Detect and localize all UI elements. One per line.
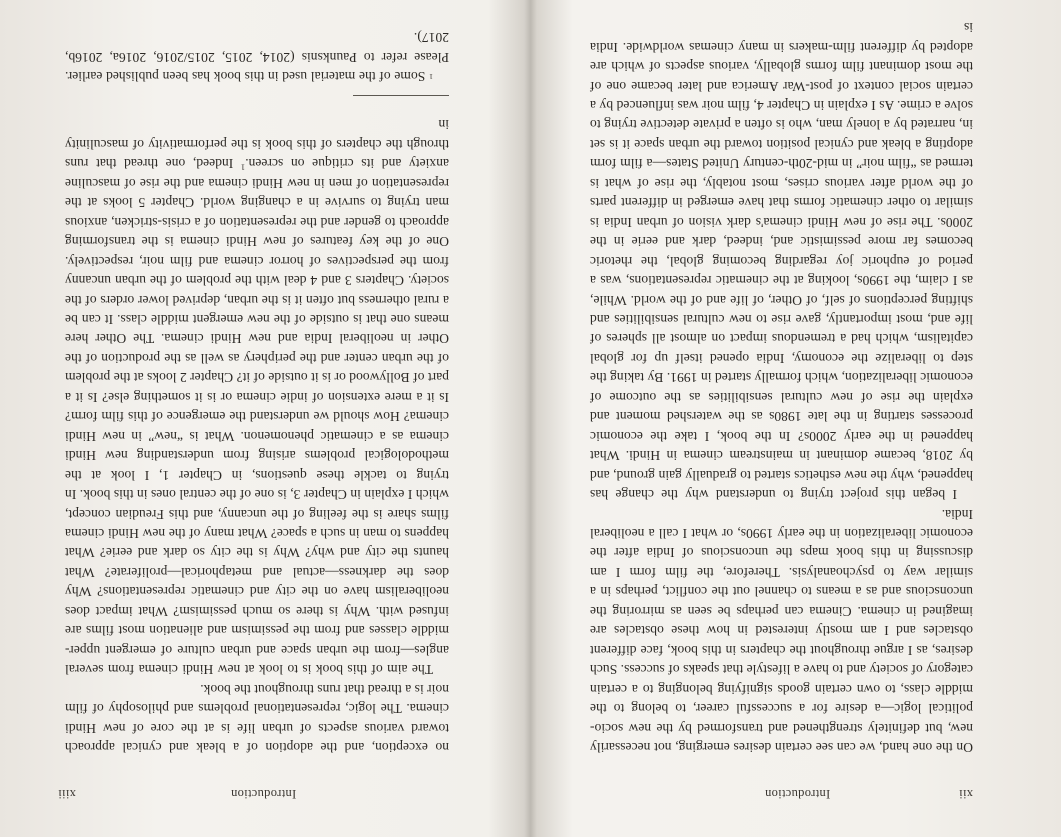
- left-page: [534, 0, 1061, 837]
- footnote-marker: 1: [429, 72, 433, 82]
- body-text: The aim of this book is to look at new Hindi cinema from several angles—from the urban space and urban culture of emergent upper-middle classes and from the pessimism and alienation most films are infused with. Why is there so much pessimism? What impact does neoliberalism have on the city and cinematic representations? Why does the darkness—actual and metaphorical—proliferate? What haunts the city and why? Why is the city so dark and eerie? What happens to man in such a space? What many of the new Hindi cinema films share is the feeling of the uncanny, and this Freudian concept, which I explain in Chapter 3, is one of the central ones in this book. In trying to tackle these questions, in Chapter 1, I look at the methodological problems arising from understanding new Hindi cinema as a cinematic phenomenon. What is “new” in new Hindi cinema? How should we understand the emergence of this film form? Is it a mere extension of indie cinema or is it something else? Is it a part of Bollywood or is it outside of it? Chapter 2 looks at the problem of the urban center and the periphery as well as the production of the Other in neoliberal India and new Hindi cinema. The Other here means one that is outside of the new emergent middle class. It can be a rural otherness but often it is the urban, deprived lower orders of the society. Chapters 3 and 4 deal with the problem of the urban uncanny from the perspectives of horror cinema and film noir, respectively. One of the key features of new Hindi cinema is the transforming approach to gender and the representation of a crisis-stricken, anxious man trying to survive in a changing world. Chapter 5 looks at the representation of men in new Hindi cinema and the rise of masculine anxiety and its critique on screen.: [65, 156, 449, 678]
- body-paragraph: no exception, and the adoption of a bleak and cynical approach toward various aspects of urban life is at the core of new Hindi cinema. The logic, representational problems and philosophy of film noir is a thread that runs throughout the book.: [65, 681, 449, 755]
- running-head-title: Introduction: [764, 787, 831, 801]
- page-body: [65, 28, 449, 757]
- footnote-rule: [353, 95, 449, 96]
- footnote-text: Some of the material used in this book has been published earlier. Please refer to Paunksnis (2014, 2015, 2015/2016, 2016a, 2016b, 2017).: [65, 30, 449, 85]
- page-body: [590, 18, 973, 757]
- right-page: [0, 0, 527, 837]
- body-paragraph: On the one hand, we can see certain desires emerging, not necessarily new, but definitely strengthened and transformed by the new socio-political logic—a desire for a successful career, to belong to the middle class, to own certain goods signifying belonging to a certain category of society and to have a lifestyle that speaks of success. Such desires, as I argue throughout the chapters in this book, face different obstacles and I am mostly interested in how these obstacles are imagined in cinema. Cinema can perhaps be seen as mirroring the unconscious and as a means to channel out the conflict, perhaps in a similar way to psychoanalysis. Therefore, the film form I am discussing in this book maps the unconscious of India after the economic liberalization in the early 1990s, or what I call a neoliberal India.: [590, 506, 973, 755]
- footnote-reference: 1: [240, 162, 246, 173]
- page-number: xiii: [58, 787, 76, 801]
- body-text: Indeed, one thread that runs through the chapters of this book is the performativity of masculinity in: [65, 117, 449, 172]
- page-number: xii: [958, 787, 973, 801]
- running-head-title: Introduction: [230, 787, 297, 801]
- body-paragraph: [65, 115, 449, 679]
- footnote: [65, 28, 449, 86]
- body-paragraph: I began this project trying to understand why the change has happened, why the new esthetics started to gradually gain ground, and by 2018, became dominant in mainstream cinema in Hindi. What happened in the early 2000s? In the book, I take the economic processes starting in the late 1980s as the watershed moment and explain the rise of new cultural sensibilities as the outcome of economic liberalization, which formally started in 1991. By taking the step to liberalize the economy, India opened itself up for global capitalism, which had a tremendous impact on almost all spheres of life and, most importantly, gave rise to new cultural sensibilities and shifting perceptions of self, of Other, of life and of the world. While, as I claim, the 1990s, looking at the cinematic representations, was a period of euphoric joy regarding becoming global, the rhetoric becomes far more pessimistic and, indeed, dark and eerie in the 2000s. The rise of new Hindi cinema's dark vision of urban India is similar to other cinematic forms that have emerged in different parts of the world after various crises, most notably, the rise of what is termed as “film noir” in mid-20th-century United States—a film form adopting a bleak and cynical position toward the urban space it is set in, narrated by a lonely man, who is often a private detective trying to solve a crime. As I explain in Chapter 4, film noir was influenced by a certain social context of post-War America and later became one of the most dominant film forms globally, various aspects of which are adopted by different film-makers in many cinemas worldwide. India is: [590, 20, 973, 503]
